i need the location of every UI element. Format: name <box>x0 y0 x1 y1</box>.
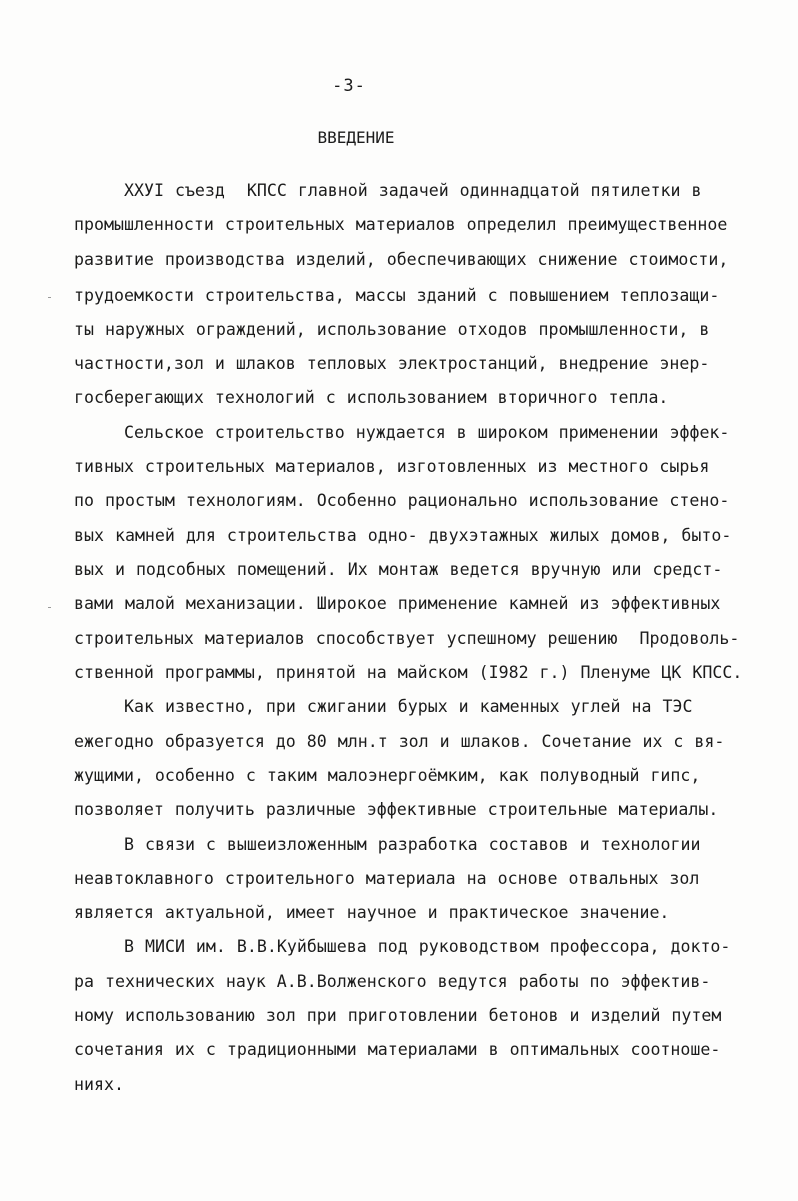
text-line: ра технических наук А.В.Волженского ведутся работы по эффектив- <box>74 972 711 991</box>
text-line: вых камней для строительства одно- двухэтажных жилых домов, быто- <box>74 526 732 545</box>
text-line: ХХУI съезд КПСС главной задачей одиннадцатой пятилетки в <box>124 181 702 200</box>
text-line: сочетания их с традиционными материалами в оптимальных соотноше- <box>74 1040 721 1059</box>
text-line: ному использованию зол при приготовлении бетонов и изделий путем <box>74 1006 722 1025</box>
text-line: частности,зол и шлаков тепловых электростанций, внедрение энер- <box>74 354 710 373</box>
text-line: Сельское строительство нуждается в широком применении эффек- <box>124 423 730 442</box>
text-line: ты наружных ограждений, использование отходов промышленности, в <box>74 320 710 339</box>
text-line: ежегодно образуется до 80 млн.т зол и шлаков. Сочетание их с вя- <box>74 732 725 751</box>
page-number: -3- <box>332 76 366 96</box>
text-line: В связи с вышеизложенным разработка составов и технологии <box>124 835 701 854</box>
text-line: жущими, особенно с таким малоэнергоёмким, как полуводный гипс, <box>74 766 701 785</box>
text-line: является актуальной, имеет научное и практическое значение. <box>74 903 670 922</box>
text-line: Как известно, при сжигании бурых и каменных углей на ТЭС <box>124 697 693 716</box>
text-line: развитие производства изделий, обеспечивающих снижение стоимости, <box>74 250 729 269</box>
text-line: В МИСИ им. В.В.Куйбышева под руководством профессора, доктo- <box>124 937 731 956</box>
text-line: вами малой механизации. Широкое применение камней из эффективных <box>74 594 721 613</box>
text-line: по простым технологиям. Особенно рационально использование стено- <box>74 491 730 510</box>
margin-mark <box>48 297 51 298</box>
section-title: ВВЕДЕНИЕ <box>317 128 395 147</box>
text-line: промышленности строительных материалов определил преимущественное <box>74 215 728 234</box>
text-line: госберегающих технологий с использованием вторичного тепла. <box>74 388 669 407</box>
text-line: строительных материалов способствует успешному решению Продоволь- <box>74 629 740 648</box>
text-line: позволяет получить различные эффективные строительные материалы. <box>74 800 719 819</box>
text-line: ственной программы, принятой на майском (I982 г.) Пленуме ЦК КПСС. <box>74 663 743 682</box>
text-line: ниях. <box>74 1075 124 1094</box>
text-line: трудоемкости строительства, массы зданий с повышением теплозащи- <box>74 286 720 305</box>
text-line: неавтоклавного строительного материала на основе отвальных зол <box>74 869 700 888</box>
text-line: тивных строительных материалов, изготовленных из местного сырья <box>74 457 710 476</box>
text-line: вых и подсобных помещений. Их монтаж ведется вручную или средст- <box>74 560 723 579</box>
margin-mark <box>48 607 51 608</box>
